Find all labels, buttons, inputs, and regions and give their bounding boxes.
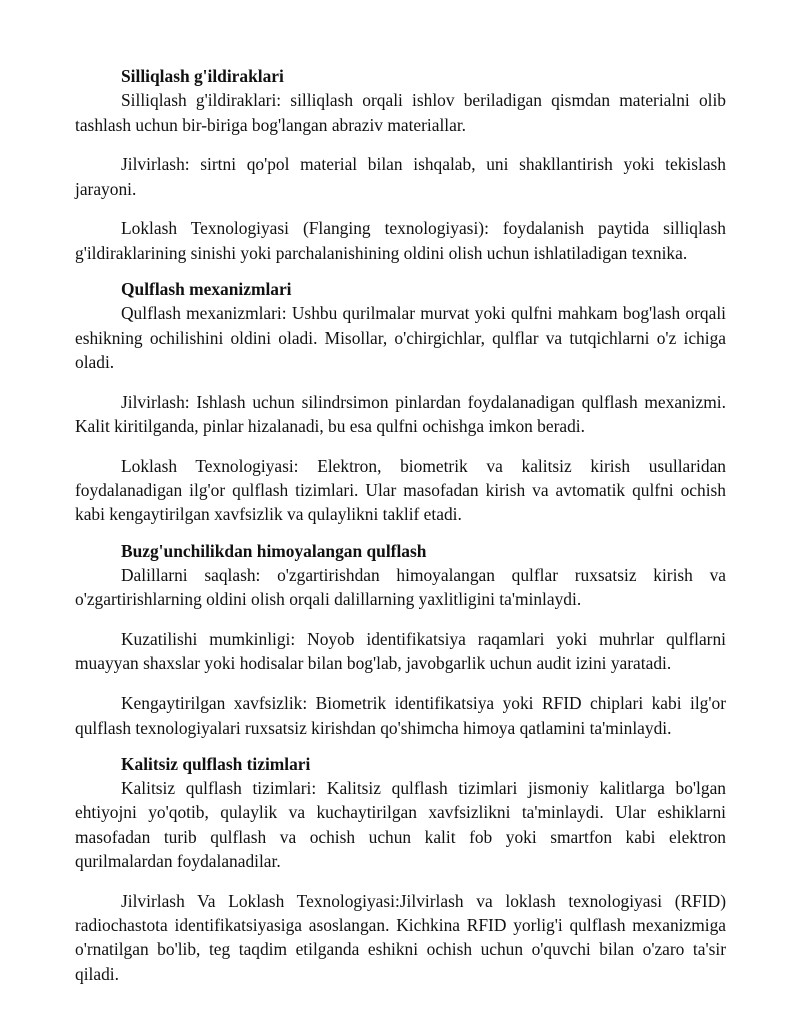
section-keyless-locking-systems (75, 752, 726, 986)
paragraph: Kengaytirilgan xavfsizlik: Biometrik identifikatsiya yoki RFID chiplari kabi ilg'or qulflash texnologiyalari ruxsatsiz kirishdan qo'shimcha himoya qatlamini ta'minlaydi. (75, 693, 726, 738)
paragraph: Kalitsiz qulflash tizimlari: Kalitsiz qulflash tizimlari jismoniy kalitlarga bo'lgan ehtiyojni yo'qotib, qulaylik va kuchaytirilgan xavfsizlikni ta'minlaydi. Ular eshiklarni masofadan turib qulflash va ochish uchun kalit fob yoki smartfon kabi elektron qurilmalardan foydalanadilar. (75, 778, 726, 872)
section-locking-mechanisms (75, 277, 726, 527)
section-heading: Silliqlash g'ildiraklari (121, 66, 284, 86)
section-heading: Qulflash mexanizmlari (121, 279, 292, 300)
paragraph: Jilvirlash Va Loklash Texnologiyasi:Jilvirlash va loklash texnologiyasi (RFID) radiochastota identifikatsiyasiga asoslangan. Kichkina RFID yorlig'i qulflash mexanizmiga o'rnatilgan bo'lib, teg taqdim etilganda eshikni ochish uchun o'quvchi bilan o'zaro ta'sir qiladi. (75, 890, 726, 984)
paragraph: Kuzatilishi mumkinligi: Noyob identifikatsiya raqamlari yoki muhrlar qulflarni muayyan shaxslar yoki hodisalar bilan bog'lab, javobgarlik uchun audit izini yaratadi. (75, 629, 726, 674)
paragraph: Qulflash mexanizmlari: Ushbu qurilmalar murvat yoki qulfni mahkam bog'lash orqali eshikning ochilishini oldini oladi. Misollar, o'chirgichlar, qulflar va tutqichlarni o'z ichiga oladi. (75, 303, 726, 372)
paragraph: Jilvirlash: sirtni qo'pol material bilan ishqalab, uni shakllantirish yoki tekislash jarayoni. (75, 154, 726, 199)
section-heading: Kalitsiz qulflash tizimlari (121, 753, 311, 774)
document-page (75, 64, 726, 998)
paragraph: Loklash Texnologiyasi (Flanging texnologiyasi): foydalanish paytida silliqlash g'ildiraklarining sinishi yoki parchalanishining oldini olish uchun ishlatiladigan texnika. (75, 218, 726, 263)
section-tamper-evident-locking (75, 539, 726, 740)
paragraph: Dalillarni saqlash: o'zgartirishdan himoyalangan qulflar ruxsatsiz kirish va o'zgartirishlarning oldini olish orqali dalillarning yaxlitligini ta'minlaydi. (75, 565, 726, 610)
paragraph: Silliqlash g'ildiraklari: silliqlash orqali ishlov beriladigan qismdan materialni olib tashlash uchun bir-biriga bog'langan abraziv materiallar. (75, 90, 726, 135)
paragraph: Loklash Texnologiyasi: Elektron, biometrik va kalitsiz kirish usullaridan foydalanadigan ilg'or qulflash tizimlari. Ular masofadan kirish va avtomatik qulfni ochish kabi kengaytirilgan xavfsizlik va qulaylikni taklif etadi. (75, 455, 726, 525)
paragraph: Jilvirlash: Ishlash uchun silindrsimon pinlardan foydalanadigan qulflash mexanizmi. Kalit kiritilganda, pinlar hizalanadi, bu esa qulfni ochishga imkon beradi. (75, 391, 726, 437)
section-grinding-wheels (75, 64, 726, 265)
section-heading: Buzg'unchilikdan himoyalangan qulflash (121, 540, 427, 561)
